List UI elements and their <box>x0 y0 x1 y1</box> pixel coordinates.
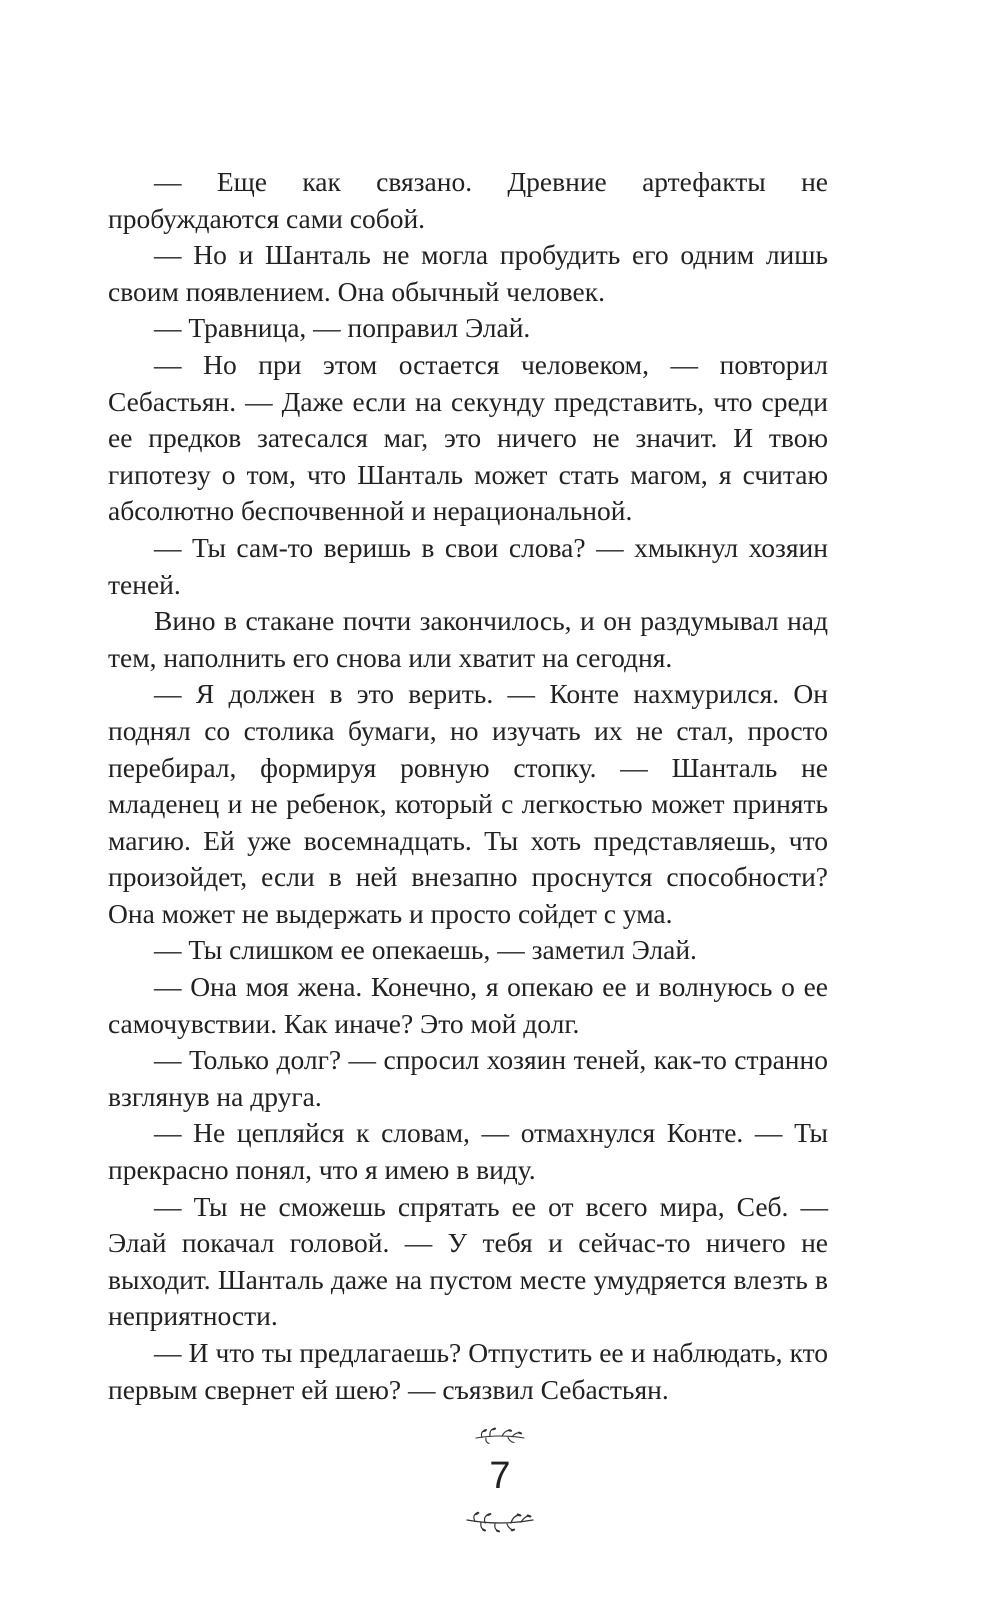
paragraph: — Ты сам-то веришь в свои слова? — хмыкнул хозяин теней. <box>108 531 828 600</box>
paragraph: — И что ты предлагаешь? Отпустить ее и наблюдать, кто первым свернет ей шею? — съязвил Себастьян. <box>108 1337 828 1405</box>
page-footer <box>0 1420 1000 1550</box>
paragraph: — Но и Шанталь не могла пробудить его одним лишь своим появлением. Она обычный человек. <box>108 239 828 307</box>
paragraph: — Только долг? — спросил хозяин теней, как-то странно взглянув на друга. <box>108 1044 828 1112</box>
paragraph: — Но при этом остается человеком, — повторил Себастьян. — Даже если на секунду представить, что среди ее предков затесался маг, это ничего не значит. И твою гипотезу о том, что Шанталь может стать магом, я считаю абсолютно беспочвенной и нерациональной. <box>108 348 828 527</box>
paragraph: — Еще как связано. Древние артефакты не пробуждаются сами собой. <box>108 166 828 234</box>
page-body-text <box>108 164 828 1408</box>
paragraph: — Я должен в это верить. — Конте нахмурился. Он поднял со столика бумаги, но изучать их не стал, просто перебирал, формируя ровную стопку. — Шанталь не младенец и не ребенок, который с легкостью может принять магию. Ей уже восемнадцать. Ты хоть представляешь, что произойдет, если в ней внезапно проснутся способности? Она может не выдержать и просто сойдет с ума. <box>108 678 828 929</box>
page-number: 7 <box>489 1455 511 1497</box>
leaf-vine-ornament-icon <box>472 1426 528 1446</box>
paragraph: — Не цепляйся к словам, — отмахнулся Конте. — Ты прекрасно понял, что я имею в виду. <box>108 1117 828 1186</box>
leaf-vine-ornament-icon <box>463 1510 537 1534</box>
paragraph: — Ты слишком ее опекаешь, — заметил Элай. <box>154 934 697 966</box>
paragraph: — Она моя жена. Конечно, я опекаю ее и волнуюсь о ее самочувствии. Как иначе? Это мой долг. <box>108 971 828 1039</box>
paragraph: — Ты не сможешь спрятать ее от всего мира, Себ. — Элай покачал головой. — У тебя и сейчас-то ничего не выходит. Шанталь даже на пустом месте умудряется влезть в неприятности. <box>108 1190 828 1332</box>
paragraph: — Травница, — поправил Элай. <box>154 312 531 344</box>
paragraph: Вино в стакане почти закончилось, и он раздумывал над тем, наполнить его снова или хватит на сегодня. <box>108 605 828 673</box>
